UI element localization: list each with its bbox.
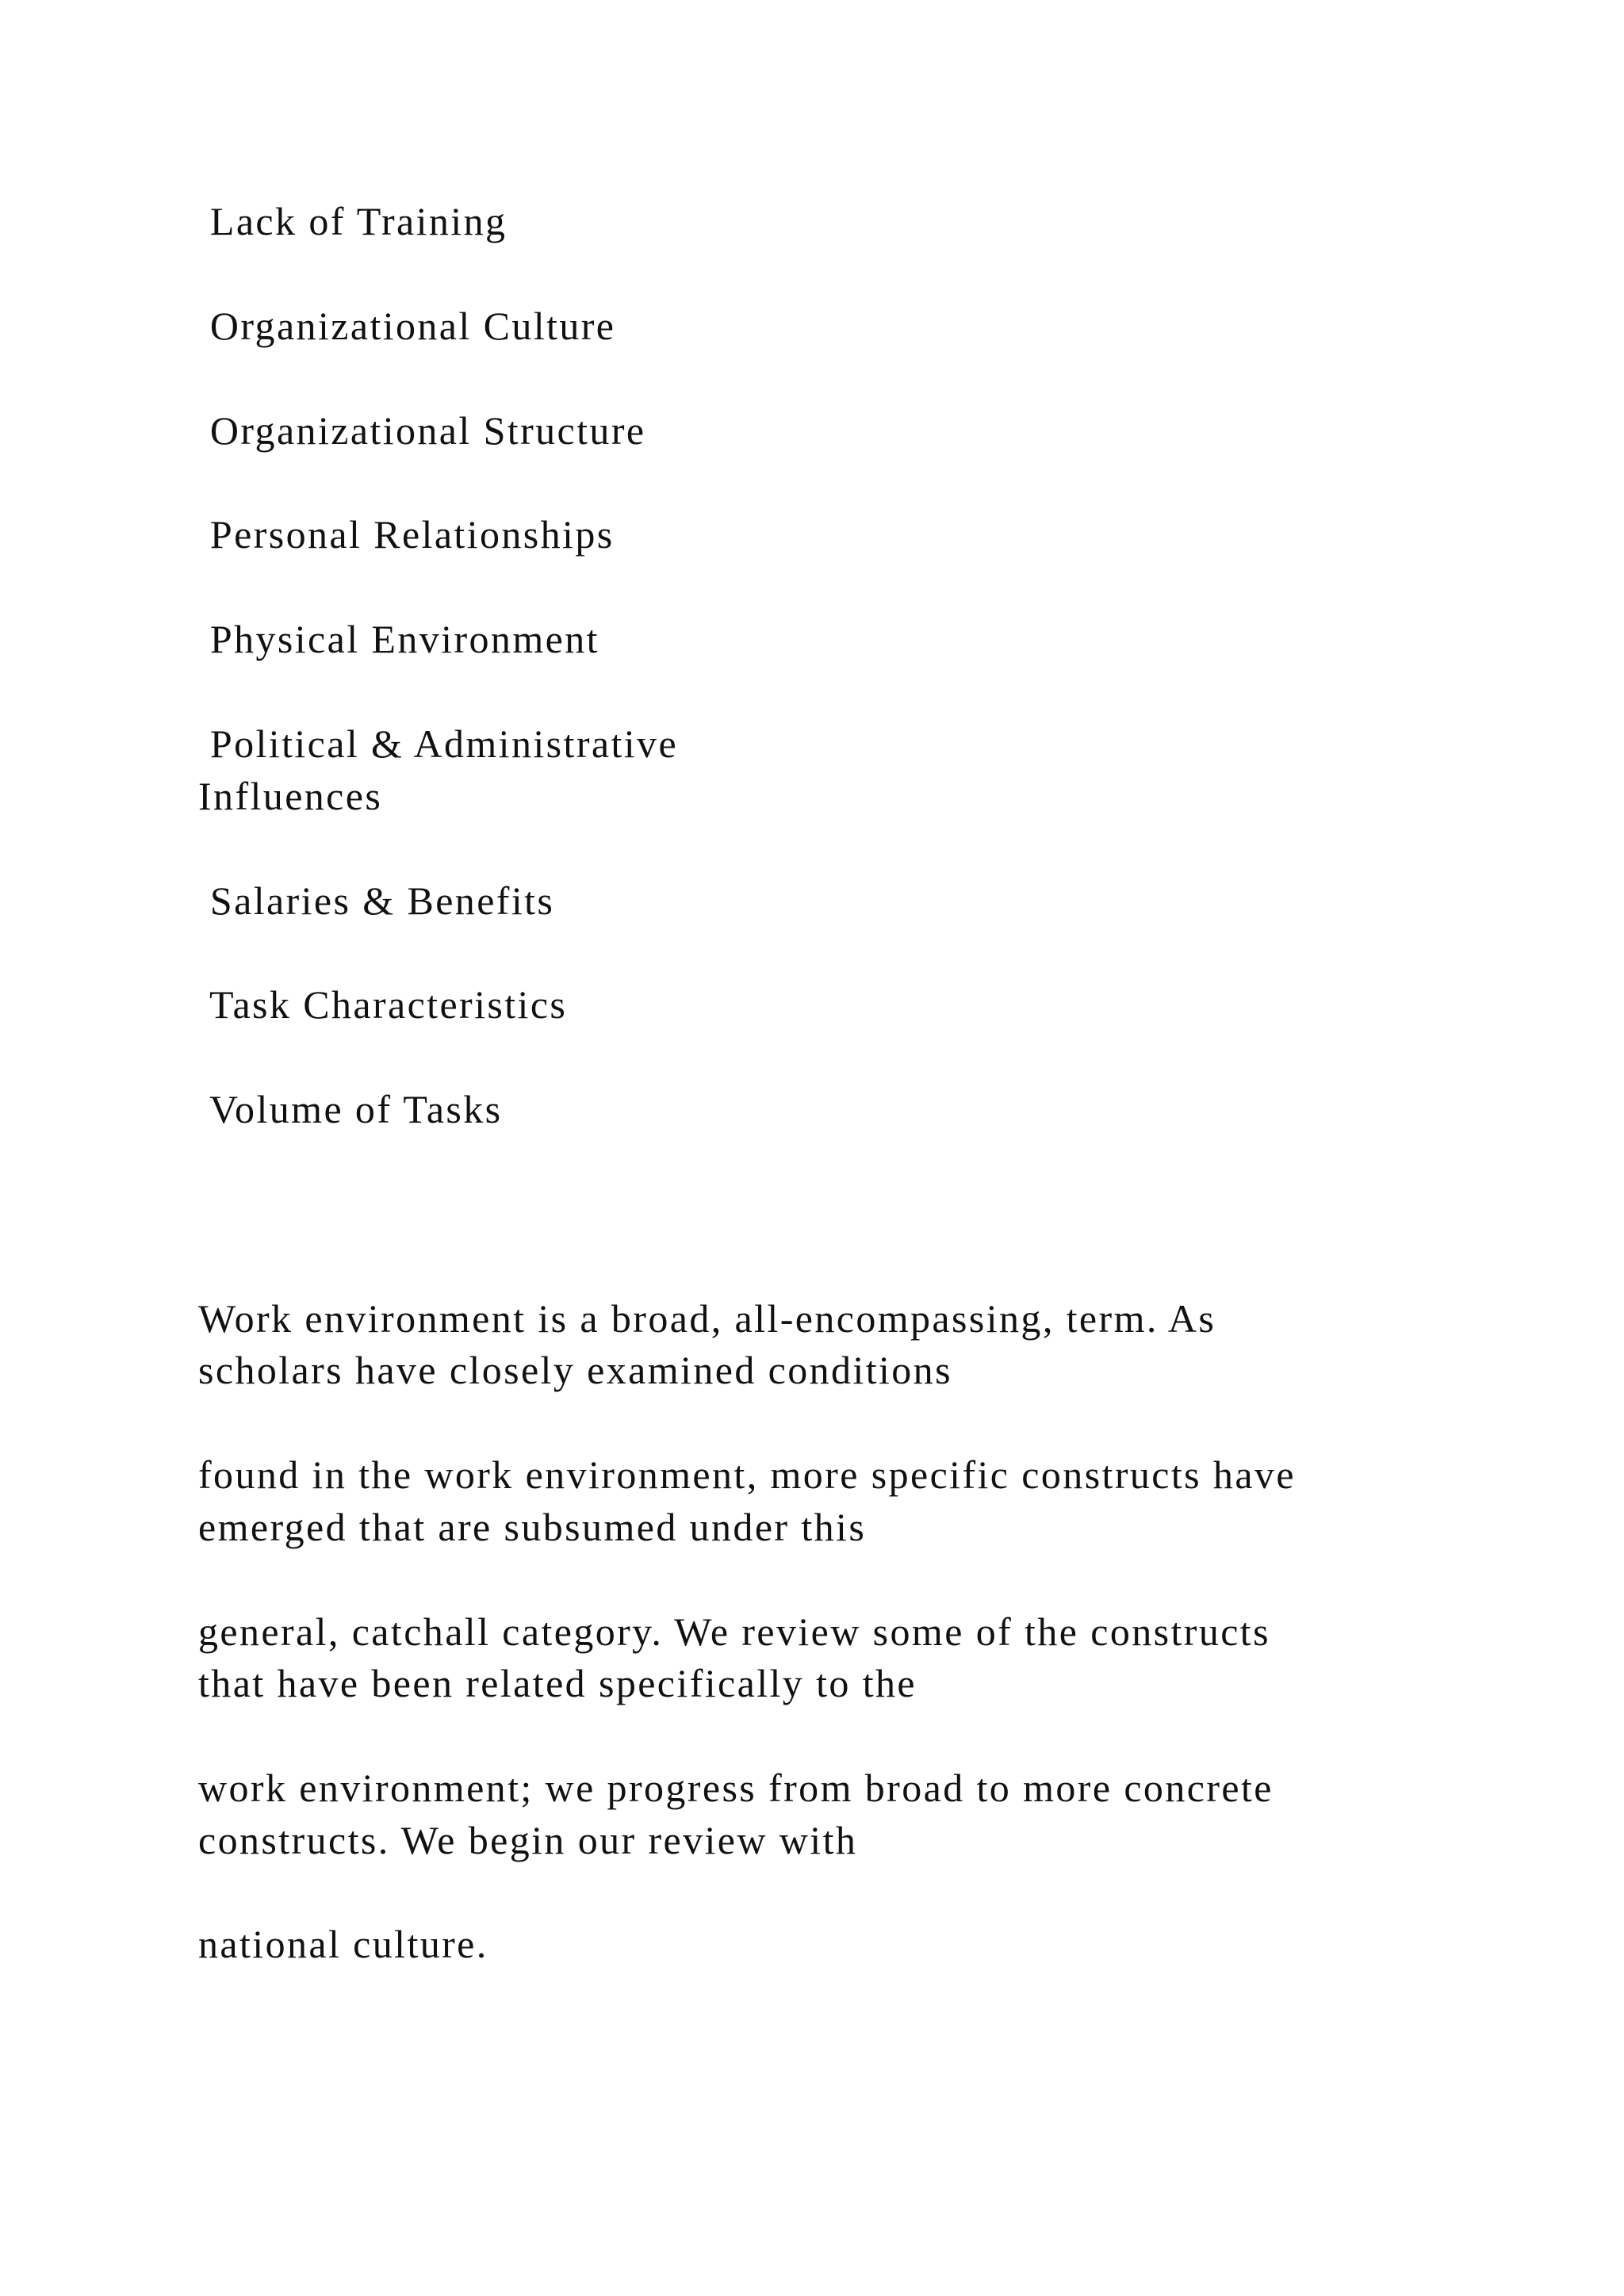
paragraph-line: constructs. We begin our review with — [198, 1818, 858, 1862]
list-item-lack-of-training: Lack of Training — [198, 199, 508, 243]
paragraph-line: emerged that are subsumed under this — [198, 1505, 867, 1549]
list-item-organizational-culture: Organizational Culture — [198, 304, 616, 348]
list-item-personal-relationships: Personal Relationships — [198, 512, 615, 557]
list-item-salaries-benefits: Salaries & Benefits — [198, 878, 555, 923]
list-item-political-administrative-continued: Influences — [198, 774, 383, 818]
paragraph-line: scholars have closely examined conditions — [198, 1348, 952, 1392]
paragraph-line: national culture. — [198, 1922, 488, 1966]
paragraph-line: work environment; we progress from broad to more concrete — [198, 1766, 1274, 1810]
list-item-volume-of-tasks: Volume of Tasks — [198, 1087, 503, 1131]
paragraph-line: found in the work environment, more specific constructs have — [198, 1452, 1296, 1497]
list-item-physical-environment: Physical Environment — [198, 617, 599, 661]
list-item-organizational-structure: Organizational Structure — [198, 408, 646, 453]
list-item-political-administrative: Political & Administrative — [198, 721, 679, 766]
paragraph-line: general, catchall category. We review some of the constructs — [198, 1609, 1270, 1654]
list-item-task-characteristics: Task Characteristics — [198, 982, 568, 1027]
paragraph-line: Work environment is a broad, all-encompassing, term. As — [198, 1296, 1216, 1341]
paragraph-line: that have been related specifically to the — [198, 1661, 917, 1705]
